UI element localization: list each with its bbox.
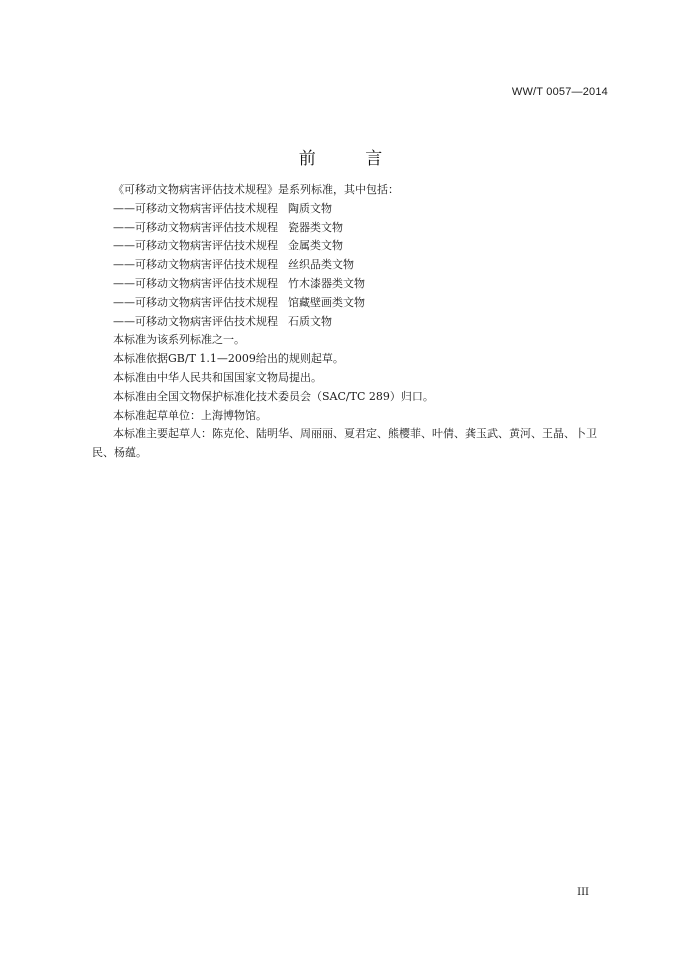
page-title: 前 言 bbox=[298, 149, 405, 169]
paragraph-drafting-rules: 本标准依据GB/T 1.1—2009给出的规则起草。 bbox=[113, 352, 344, 366]
series-item-part: 瓷器类文物 bbox=[288, 220, 343, 234]
paragraph-series-membership: 本标准为该系列标准之一。 bbox=[113, 333, 245, 347]
series-item bbox=[92, 237, 618, 256]
series-item bbox=[92, 219, 618, 238]
paragraph-committee: 本标准由全国文物保护标准化技术委员会（SAC/TC 289）归口。 bbox=[113, 389, 434, 403]
paragraph-proposer: 本标准由中华人民共和国国家文物局提出。 bbox=[113, 370, 322, 384]
series-item-part: 陶质文物 bbox=[288, 201, 332, 215]
series-item-prefix: ——可移动文物病害评估技术规程 bbox=[113, 295, 278, 309]
series-item-part: 竹木漆器类文物 bbox=[288, 276, 365, 290]
series-item-prefix: ——可移动文物病害评估技术规程 bbox=[113, 239, 278, 253]
series-item-prefix: ——可移动文物病害评估技术规程 bbox=[113, 314, 278, 328]
series-item bbox=[92, 313, 618, 332]
series-item bbox=[92, 200, 618, 219]
series-item bbox=[92, 275, 618, 294]
series-item-part: 金属类文物 bbox=[288, 239, 343, 253]
series-item bbox=[92, 294, 618, 313]
series-item-prefix: ——可移动文物病害评估技术规程 bbox=[113, 276, 278, 290]
series-item-part: 馆藏壁画类文物 bbox=[288, 295, 365, 309]
page-number: III bbox=[577, 887, 589, 898]
paragraph-drafting-unit: 本标准起草单位：上海博物馆。 bbox=[113, 408, 267, 422]
foreword-body bbox=[92, 181, 618, 463]
series-item-prefix: ——可移动文物病害评估技术规程 bbox=[113, 201, 278, 215]
series-item-prefix: ——可移动文物病害评估技术规程 bbox=[113, 258, 278, 272]
standard-code: WW/T 0057—2014 bbox=[511, 86, 608, 98]
series-item-part: 丝织品类文物 bbox=[288, 258, 354, 272]
series-item-prefix: ——可移动文物病害评估技术规程 bbox=[113, 220, 278, 234]
series-item-part: 石质文物 bbox=[288, 314, 332, 328]
paragraph-drafters: 本标准主要起草人：陈克伦、陆明华、周丽丽、夏君定、熊樱菲、叶倩、龚玉武、黄河、王晶、卜卫民、杨蕴。 bbox=[92, 427, 597, 460]
intro-paragraph: 《可移动文物病害评估技术规程》是系列标准，其中包括： bbox=[113, 183, 399, 196]
series-item bbox=[92, 256, 618, 275]
